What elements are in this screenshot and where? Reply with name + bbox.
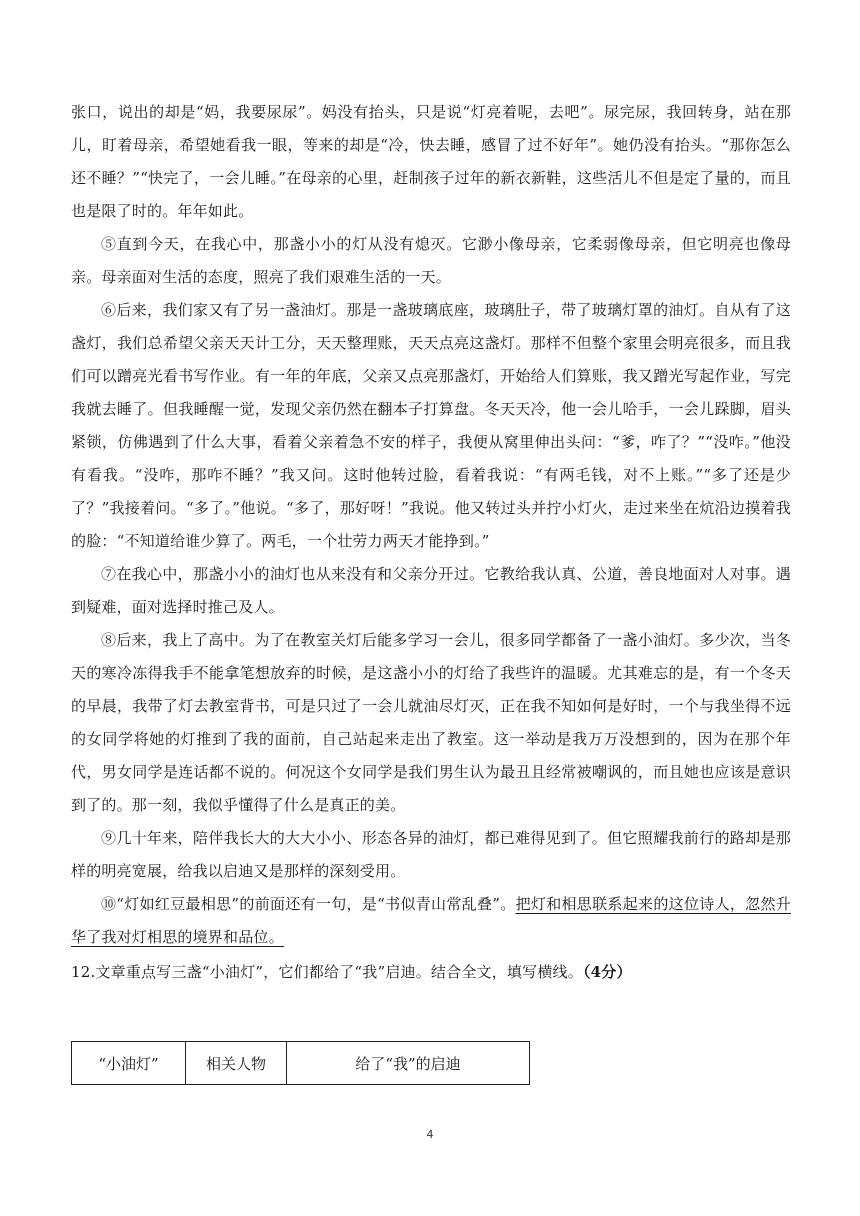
table-header-lamp: “小油灯” bbox=[72, 1042, 186, 1084]
paragraph-9: ⑨几十年来，陪伴我长大的大大小小、形态各异的油灯，都已难得见到了。但它照耀我前行的路却是那样的明亮宽展，给我以启迪又是那样的深刻受用。 bbox=[71, 829, 791, 880]
paragraph-7: ⑦在我心中，那盏小小的油灯也从来没有和父亲分开过。它教给我认真、公道，善良地面对人对事。遇到疑难，面对选择时推己及人。 bbox=[71, 565, 791, 616]
paragraph-8: ⑧后来，我上了高中。为了在教室关灯后能多学习一会儿，很多同学都备了一盏小油灯。多少次，当冬天的寒冷冻得我手不能拿笔想放弃的时候，是这盏小小的灯给了我些许的温暖。尤其难忘的是，有一个冬天的早晨，我带了灯去教室背书，可是只过了一会儿就油尽灯灭，正在我不知如何是好时，一个与我坐得不远的女同学将她的灯推到了我的面前，自己站起来走出了教室。这一举动是我万万没想到的，因为在那个年代，男女同学是连话都不说的。何况这个女同学是我们男生认为最丑且经常被嘲讽的，而且她也应该是意识到了的。那一刻，我似乎懂得了什么是真正的美。 bbox=[71, 631, 791, 814]
question-12-score: （4分） bbox=[582, 963, 632, 981]
table-header-enlightenment: 给了“我”的启迪 bbox=[355, 1054, 461, 1073]
page-number: 4 bbox=[426, 1128, 434, 1141]
paragraph-5: ⑤直到今天，在我心中，那盏小小的灯从没有熄灭。它渺小像母亲，它柔弱像母亲，但它明亮也像母亲。母亲面对生活的态度，照亮了我们艰难生活的一天。 bbox=[71, 235, 791, 286]
paragraph-10-underlined: 把灯和相思联系起来的这位诗人，忽然升华了我对灯相思的境界和品位。 bbox=[71, 895, 791, 946]
table-header-person: 相关人物 bbox=[186, 1042, 287, 1084]
paragraph-6: ⑥后来，我们家又有了另一盏油灯。那是一盏玻璃底座，玻璃肚子，带了玻璃灯罩的油灯。自从有了这盏灯，我们总希望父亲天天计工分，天天整理账，天天点亮这盏灯。那样不但整个家里会明亮很多，而且我们可以蹭亮光看书写作业。有一年的年底，父亲又点亮那盏灯，开始给人们算账，我又蹭光写起作业，写完我就去睡了。但我睡醒一觉，发现父亲仍然在翻本子打算盘。冬天天冷，他一会儿哈手，一会儿跺脚，眉头紧锁，仿佛遇到了什么大事，看着父亲着急不安的样子，我便从窝里伸出头问：“爹，咋了？”“没咋。”他没有看我。“没咋，那咋不睡？”我又问。这时他转过脸，看着我说：“有两毛钱，对不上账。”“多了还是少了？”我接着问。“多了。”他说。“多了，那好呀！”我说。他又转过头并拧小灯火，走过来坐在炕沿边摸着我的脸：“不知道给谁少算了。两毛，一个壮劳力两天才能挣到。” bbox=[71, 301, 791, 550]
answer-table bbox=[71, 1041, 530, 1085]
paragraph-10-text: ⑩“灯如红豆最相思”的前面还有一句，是“书似青山常乱叠”。 bbox=[101, 895, 516, 913]
article-body bbox=[71, 96, 791, 989]
paragraph-10 bbox=[71, 888, 791, 954]
paragraph-4-continued: 张口，说出的却是“妈，我要尿尿”。妈没有抬头，只是说“灯亮着呢，去吧”。尿完尿，我回转身，站在那儿，盯着母亲，希望她看我一眼，等来的却是“冷，快去睡，感冒了过不好年”。她仍没有抬头。“那你怎么还不睡？”“快完了，一会儿睡。”在母亲的心里，赶制孩子过年的新衣新鞋，这些活儿不但是定了量的，而且也是限了时的。年年如此。 bbox=[71, 103, 791, 220]
question-12 bbox=[71, 956, 791, 989]
question-12-text: 12.文章重点写三盏“小油灯”，它们都给了“我”启迪。结合全文，填写横线。 bbox=[71, 963, 583, 981]
